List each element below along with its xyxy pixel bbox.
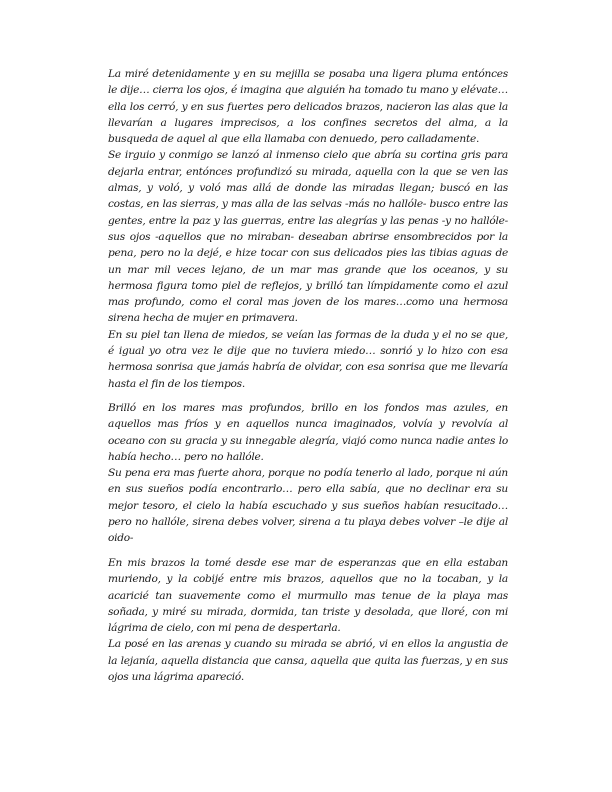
paragraph: Se irguio y conmigo se lanzó al inmenso cielo que abría su cortina gris para dejarla entrar, entónces profundizó su mirada, aquella con la que se ven las almas, y voló, y voló mas allá de donde las miradas llegan; buscó en las costas, en las sierras, y mas alla de las selvas -más no hallóle- busco entre las gentes, entre la paz y las guerras, entre las alegrías y las penas -y no hallóle- sus ojos -aquellos que no miraban- deseaban abrirse ensombrecidos por la pena, pero no la dejé, e hize tocar con sus delicados pies las tibias aguas de un mar mil veces lejano, de un mar mas grande que los oceanos, y su hermosa figura tomo piel de reflejos, y brilló tan límpidamente como el azul mas profundo, como el coral mas joven de los mares…como una hermosa sirena hecha de mujer en primavera. [108,149,508,325]
paragraph: Brilló en los mares mas profundos, brillo en los fondos mas azules, en aquellos mas fríos y en aquellos nunca imaginados, volvía y revolvía al oceano con su gracia y su innegable alegría, viajó como nunca nadie antes lo había hecho… pero no hallóle. [108,402,508,463]
paragraph: Su pena era mas fuerte ahora, porque no podía tenerlo al lado, porque ni aún en sus sueños podía encontrarlo… pero ella sabía, que no declinar era su mejor tesoro, el cielo la había escuchado y sus sueños habían resucitado… pero no hallóle, sirena debes volver, sirena a tu playa debes volver –le dije al oido- [108,467,508,545]
paragraph: La miré detenidamente y en su mejilla se posaba una ligera pluma entónces le dije… cierra los ojos, é imagina que alguién ha tomado tu mano y elévate… ella los cerró, y en sus fuertes pero delicados brazos, nacieron las alas que la llevarían a lugares imprecisos, a los confines secretos del alma, a la busqueda de aquel al que ella llamaba con denuedo, pero calladamente. [108,68,508,146]
paragraph: En su piel tan llena de miedos, se veían las formas de la duda y el no se que, é igual yo otra vez le dije que no tuviera miedo… sonrió y lo hizo con esa hermosa sonrisa que jamás habría de olvidar, con esa sonrisa que me llevaría hasta el fin de los tiempos. [108,328,508,390]
paragraph: La posé en las arenas y cuando su mirada se abrió, vi en ellos la angustia de la lejanía, aquella distancia que cansa, aquella que quita las fuerzas, y en sus ojos una lágrima apareció. [108,638,508,684]
paragraph: En mis brazos la tomé desde ese mar de esperanzas que en ella estaban muriendo, y la cobijé entre mis brazos, aquellos que no la tocaban, y la acaricié tan suavemente como el murmullo mas tenue de la playa mas soñada, y miré su mirada, dormida, tan triste y desolada, que lloré, con mi lágrima de cielo, con mi pena de despertarla. [108,557,508,635]
text-section-2 [108,400,508,547]
text-section-3 [108,555,508,685]
text-section-1 [108,66,508,392]
